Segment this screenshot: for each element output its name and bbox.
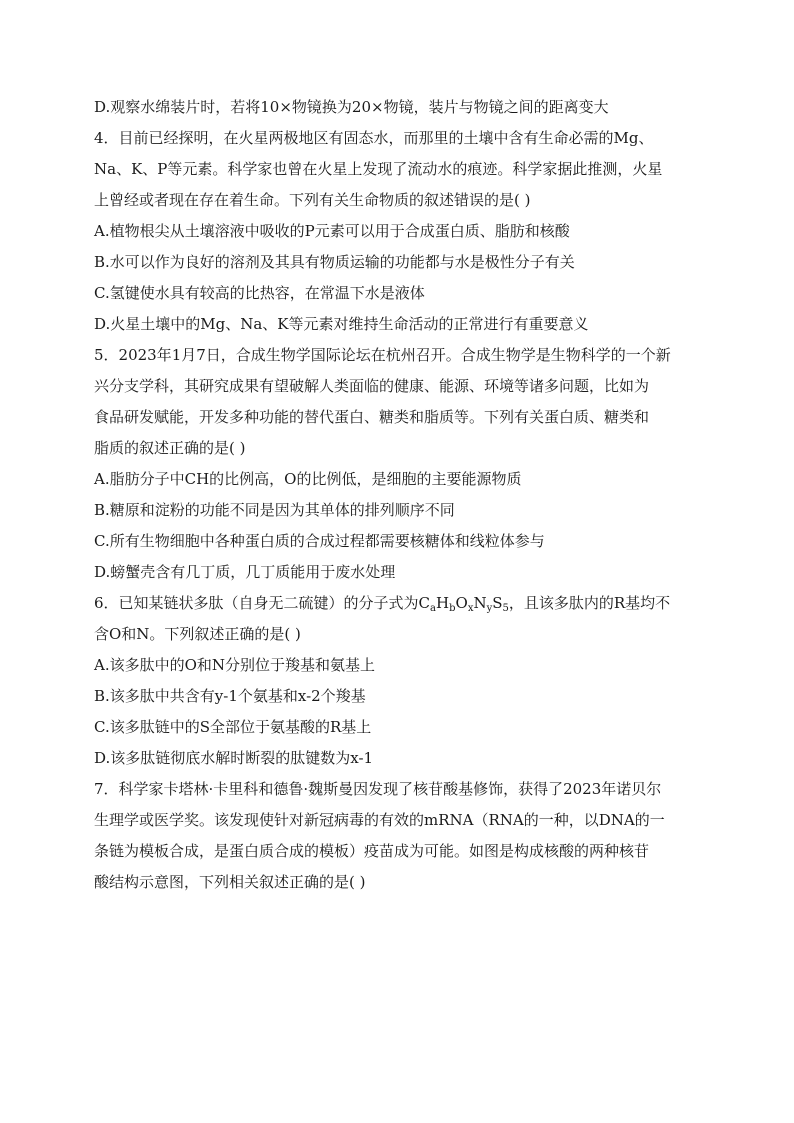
q6-stem-prefix: 6．已知某链状多肽（自身无二硫键）的分子式为	[94, 594, 419, 612]
q6-stem-suffix: ，且该多肽内的R基均不	[508, 594, 671, 612]
q5-option-b: B.糖原和淀粉的功能不同是因为其单体的排列顺序不同	[94, 501, 455, 519]
q5-option-c: C.所有生物细胞中各种蛋白质的合成过程都需要核糖体和线粒体参与	[94, 532, 545, 550]
q5-stem-line-1: 5．2023年1月7日，合成生物学国际论坛在杭州召开。合成生物学是生物科学的一个新	[94, 346, 671, 364]
q5-stem-line-2: 兴分支学科，其研究成果有望破解人类面临的健康、能源、环境等诸多问题，比如为	[94, 377, 650, 395]
q4-option-b: B.水可以作为良好的溶剂及其具有物质运输的功能都与水是极性分子有关	[94, 253, 575, 271]
q4-option-a: A.植物根尖从土壤溶液中吸收的P元素可以用于合成蛋白质、脂肪和核酸	[94, 222, 570, 240]
q7-stem-line-2: 生理学或医学奖。该发现使针对新冠病毒的有效的mRNA（RNA的一种，以DNA的一	[94, 811, 665, 829]
q5-stem-line-3: 食品研发赋能，开发多种功能的替代蛋白、糖类和脂质等。下列有关蛋白质、糖类和	[94, 408, 650, 426]
q4-stem-line-2: Na、K、P等元素。科学家也曾在火星上发现了流动水的痕迹。科学家据此推测，火星	[94, 160, 663, 178]
q6-stem-line-1	[94, 592, 700, 620]
q4-option-c: C.氢键使水具有较高的比热容，在常温下水是液体	[94, 284, 425, 302]
q6-option-a: A.该多肽中的O和N分别位于羧基和氨基上	[94, 656, 376, 674]
q5-option-d: D.螃蟹壳含有几丁质，几丁质能用于废水处理	[94, 563, 396, 581]
q3-option-d: D.观察水绵装片时，若将10×物镜换为20×物镜，装片与物镜之间的距离变大	[94, 98, 609, 116]
q5-option-a: A.脂肪分子中CH的比例高，O的比例低，是细胞的主要能源物质	[94, 470, 522, 488]
q6-option-b: B.该多肽中共含有y-1个氨基和x-2个羧基	[94, 687, 366, 705]
q7-stem-line-1: 7．科学家卡塔林·卡里科和德鲁·魏斯曼因发现了核苷酸基修饰，获得了2023年诺贝尔	[94, 780, 662, 798]
q7-stem-line-4: 酸结构示意图，下列相关叙述正确的是( )	[94, 873, 366, 891]
q6-stem-line-2: 含O和N。下列叙述正确的是( )	[94, 625, 301, 643]
q6-option-c: C.该多肽链中的S全部位于氨基酸的R基上	[94, 718, 372, 736]
molecular-formula: $C_aH_bO_xN_yS_5$	[418, 594, 509, 614]
q4-stem-line-1: 4．目前已经探明，在火星两极地区有固态水，而那里的土壤中含有生命必需的Mg、	[94, 129, 654, 147]
q5-stem-line-4: 脂质的叙述正确的是( )	[94, 439, 246, 457]
q4-option-d: D.火星土壤中的Mg、Na、K等元素对维持生命活动的正常进行有重要意义	[94, 315, 589, 333]
q4-stem-line-3: 上曾经或者现在存在着生命。下列有关生命物质的叙述错误的是( )	[94, 191, 531, 209]
q7-stem-line-3: 条链为模板合成，是蛋白质合成的模板）疫苗成为可能。如图是构成核酸的两种核苷	[94, 842, 650, 860]
q6-option-d: D.该多肽链彻底水解时断裂的肽键数为x-1	[94, 749, 374, 767]
